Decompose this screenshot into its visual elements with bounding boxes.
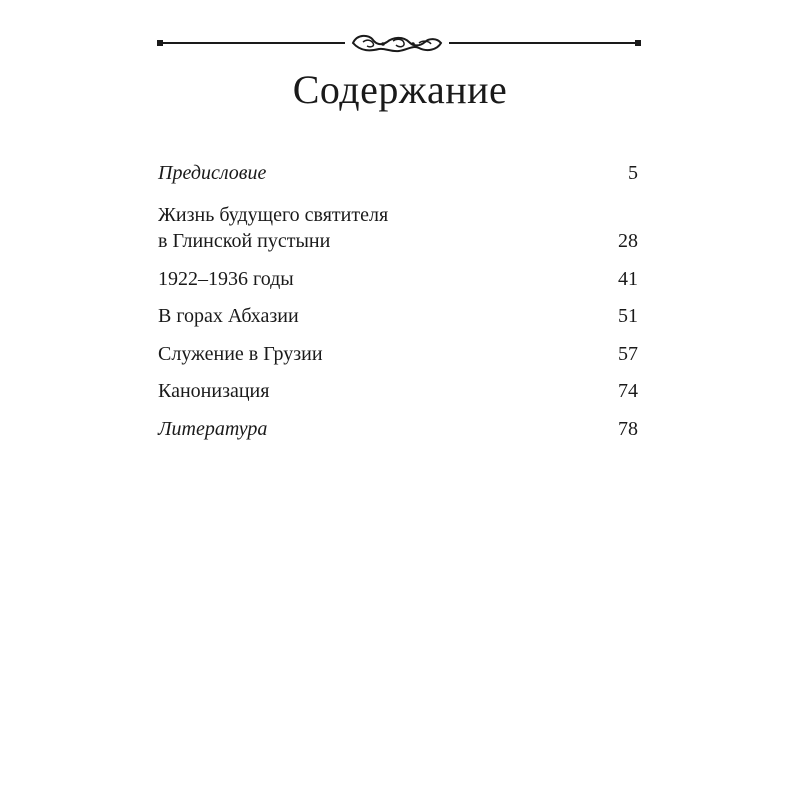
toc-page-number: 5 [628, 162, 638, 184]
toc-page-number: 51 [618, 305, 638, 327]
toc-entry-label: Канонизация [158, 380, 270, 402]
toc-page-number: 41 [618, 268, 638, 290]
toc-entry-label: Жизнь будущего святителя [158, 204, 389, 226]
toc-entry-label: 1922–1936 годы [158, 268, 294, 290]
toc-entry-label: Литература [158, 418, 268, 440]
header-ornament-rule [157, 30, 641, 58]
rule-line-left [161, 42, 345, 44]
toc-entry-canonization[interactable] [158, 378, 638, 404]
page-title: Содержание [292, 67, 508, 112]
toc-entry-abkhazia[interactable] [158, 303, 638, 329]
toc-entry-label: В горах Абхазии [158, 305, 299, 327]
toc-page-number: 74 [618, 380, 638, 402]
toc-entry-label-continued: в Глинской пустыни [158, 230, 331, 252]
toc-entry-label: Предисловие [158, 162, 267, 184]
toc-entry-1922-1936[interactable] [158, 266, 638, 292]
toc-page-number: 78 [618, 418, 638, 440]
rule-line-right [449, 42, 637, 44]
toc-entry-label: Служение в Грузии [158, 343, 323, 365]
toc-entry-literature[interactable] [158, 416, 638, 442]
toc-page-number: 28 [618, 230, 638, 252]
toc-page-number: 57 [618, 343, 638, 365]
toc-entry-preface[interactable] [158, 160, 638, 186]
ornament-icon [353, 36, 441, 51]
toc-entry-georgia[interactable] [158, 341, 638, 367]
rule-end-right [635, 40, 641, 46]
toc-entry-glinsk[interactable] [158, 202, 638, 254]
